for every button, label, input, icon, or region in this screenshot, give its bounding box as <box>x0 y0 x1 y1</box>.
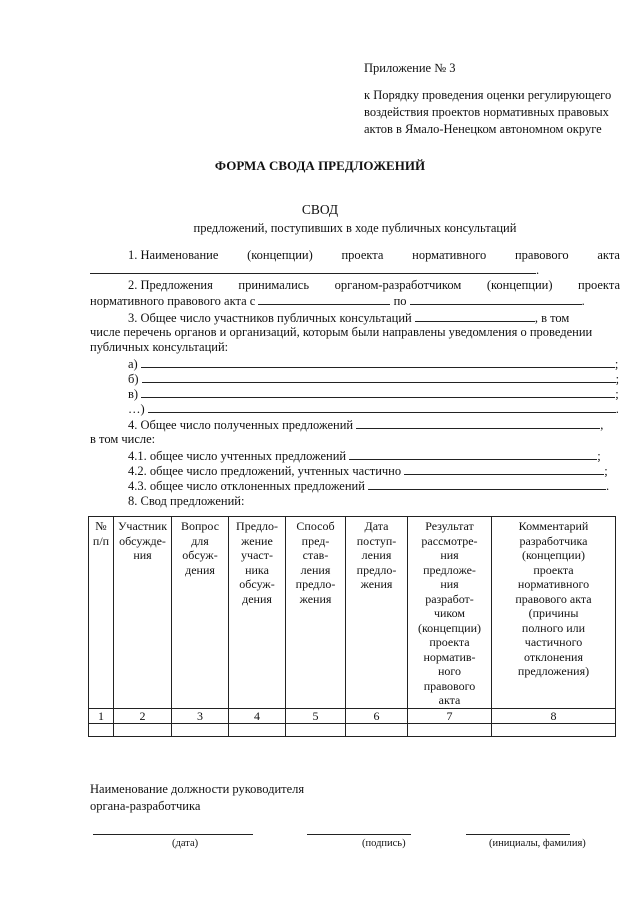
appendix-line: к Порядку проведения оценки регулирующего <box>364 88 612 102</box>
header-line: участ- <box>241 548 273 562</box>
header-line: предло- <box>295 577 336 591</box>
header-line: чиком <box>433 606 466 620</box>
date-to-field <box>410 293 582 305</box>
item-3-sub-a: а) ; <box>128 357 619 371</box>
header-line: ления <box>361 548 392 562</box>
header-line: нормативного <box>517 577 590 591</box>
header-line: (концепции) <box>417 620 482 635</box>
item-3-sub-b: б) ; <box>128 372 620 386</box>
header-proposal <box>229 517 286 709</box>
header-line: (концепции) <box>521 548 586 562</box>
header-question <box>172 517 229 709</box>
name-caption: (инициалы, фамилия) <box>489 838 586 849</box>
header-line: разработчика <box>519 533 588 548</box>
blank-field <box>368 478 606 490</box>
column-number: 3 <box>172 708 229 723</box>
header-line: Способ <box>296 519 335 533</box>
table-empty-row <box>89 723 616 736</box>
header-result <box>408 517 492 709</box>
table-header-row <box>89 517 616 709</box>
header-line: дения <box>242 591 272 606</box>
name-signature-line <box>466 834 570 835</box>
header-line: отклонения <box>523 649 583 664</box>
column-number: 5 <box>286 708 346 723</box>
blank-field <box>404 463 604 475</box>
header-line: жения <box>360 577 393 591</box>
sign-signature-line <box>307 834 411 835</box>
column-number: 8 <box>492 708 616 723</box>
header-line: разработ- <box>425 591 474 606</box>
header-line: жения <box>299 591 332 606</box>
header-line: правового <box>423 678 476 693</box>
header-date <box>346 517 408 709</box>
header-line: обсужде- <box>119 533 166 548</box>
header-line: проекта <box>533 562 574 577</box>
appendix-number: Приложение № 3 <box>364 61 456 75</box>
date-signature-line <box>93 834 253 835</box>
signatory-title: Наименование должности руководителя органа-разработчика <box>90 782 305 813</box>
appendix-line: воздействия проектов нормативных правовых <box>364 105 609 119</box>
header-line: ника <box>245 562 269 577</box>
header-line: Комментарий <box>518 519 589 533</box>
item-3-sub-etc: …) . <box>128 402 619 416</box>
sign-caption: (подпись) <box>362 838 406 849</box>
header-number <box>89 517 114 709</box>
blank-field <box>142 371 616 383</box>
header-line: проекта <box>429 635 470 649</box>
header-line: Вопрос <box>180 519 220 533</box>
date-from-field <box>258 293 390 305</box>
column-number: 7 <box>408 708 492 723</box>
item-3-line-2: числе перечень органов и организаций, которым были направлены уведомления о проведении <box>90 325 593 339</box>
table-number-row <box>89 708 616 723</box>
header-comment <box>492 517 616 709</box>
appendix-block <box>364 60 611 138</box>
header-line: предло- <box>356 562 397 577</box>
blank-field <box>141 386 615 398</box>
proposals-count-field <box>356 417 600 429</box>
blank-field <box>90 262 536 274</box>
header-line: дения <box>185 562 215 577</box>
svod-subtitle: предложений, поступивших в ходе публичных консультаций <box>193 221 517 235</box>
item-3-line-3: публичных консультаций: <box>90 340 229 354</box>
participants-count-field <box>415 310 535 322</box>
column-number: 2 <box>114 708 172 723</box>
header-line: ния <box>440 577 459 591</box>
item-3-sub-c: в) ; <box>128 387 619 401</box>
header-line: обсуж- <box>182 548 218 562</box>
item-1-line: 1. Наименование (концепции) проекта нормативного правового акта <box>128 248 620 262</box>
item-4-2: 4.2. общее число предложений, учтенных частично ; <box>128 464 608 478</box>
header-line: ния <box>440 548 459 562</box>
header-line: жение <box>241 533 273 548</box>
column-number: 1 <box>89 708 114 723</box>
header-line: поступ- <box>356 533 397 548</box>
header-line: обсуж- <box>239 577 275 591</box>
item-4-line-2: в том числе: <box>90 432 156 446</box>
header-line: Результат <box>425 519 474 533</box>
header-line: ного <box>437 664 462 678</box>
column-number: 4 <box>229 708 286 723</box>
item-3-line: 3. Общее число участников публичных консультаций , в том <box>128 311 570 325</box>
header-method <box>286 517 346 709</box>
header-line: для <box>191 533 209 548</box>
header-line: частичного <box>524 635 583 649</box>
form-title: ФОРМА СВОДА ПРЕДЛОЖЕНИЙ <box>214 158 426 173</box>
header-line: правового акта <box>515 591 592 606</box>
item-2-line: 2. Предложения принимались органом-разработчиком (концепции) проекта <box>128 278 620 292</box>
header-line: (причины <box>528 606 579 620</box>
header-line: став- <box>302 548 329 562</box>
header-line: Дата <box>364 519 389 533</box>
header-line: Предло- <box>236 519 278 533</box>
header-line: акта <box>438 693 461 707</box>
header-line: № <box>95 519 107 533</box>
header-line: ления <box>300 562 331 577</box>
item-4-3: 4.3. общее число отклоненных предложений . <box>128 479 610 493</box>
header-line: п/п <box>92 533 110 548</box>
header-line: норматив- <box>423 649 476 664</box>
header-line: предложе- <box>423 562 476 577</box>
header-line: полного или <box>521 620 586 635</box>
item-1-blank: . <box>90 262 539 278</box>
header-line: ния <box>133 548 152 562</box>
header-participant <box>114 517 172 709</box>
item-2-period-line: нормативного правового акта с по . <box>90 294 585 308</box>
header-line: рассмотре- <box>421 533 478 548</box>
header-line: пред- <box>301 533 330 548</box>
proposals-table <box>88 516 616 737</box>
blank-field <box>148 401 616 413</box>
header-line: Участник <box>117 519 168 533</box>
blank-field <box>141 356 615 368</box>
item-4-line: 4. Общее число полученных предложений , <box>128 418 604 432</box>
date-caption: (дата) <box>172 838 199 849</box>
item-8-line: 8. Свод предложений: <box>128 494 245 508</box>
blank-field <box>349 448 597 460</box>
item-4-1: 4.1. общее число учтенных предложений ; <box>128 449 601 463</box>
column-number: 6 <box>346 708 408 723</box>
svod-heading: СВОД <box>301 202 339 217</box>
header-line: предложения) <box>517 664 590 678</box>
appendix-line: актов в Ямало-Ненецком автономном округе <box>364 122 602 136</box>
